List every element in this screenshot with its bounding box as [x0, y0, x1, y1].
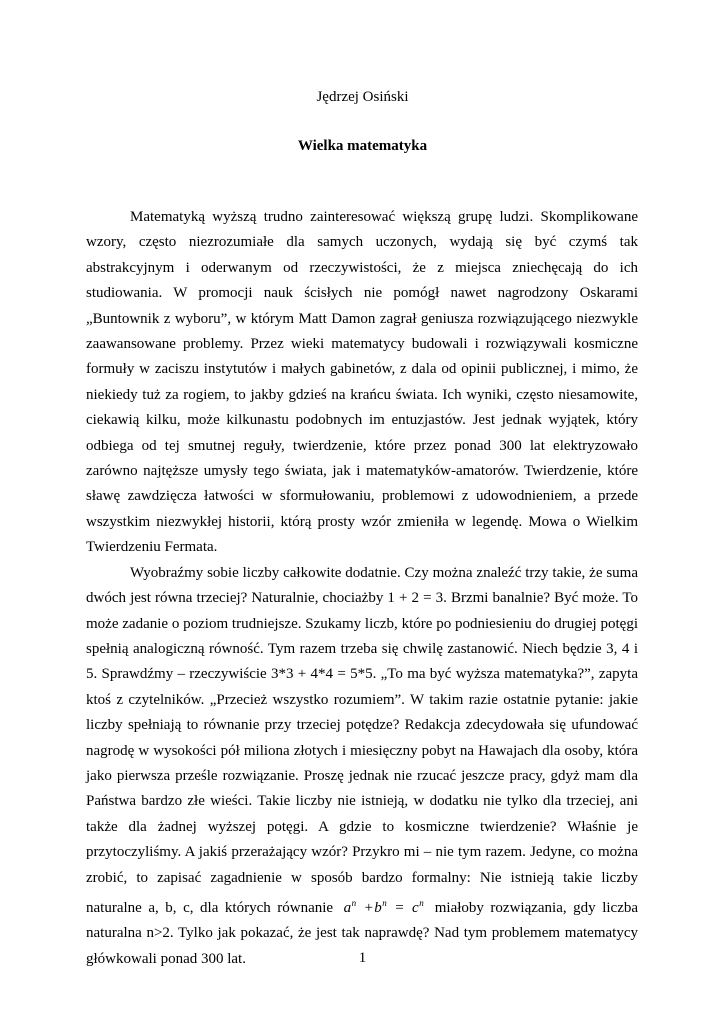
paragraph-1: Matematyką wyższą trudno zainteresować większą grupę ludzi. Skomplikowane wzory, często niezrozumiałe dla samych uczonych, wydają się być czymś tak abstrakcyjnym i oderwanym od rzeczywistości, że z miejsca zniechęcają do ich studiowania. W promocji nauk ścisłych nie pomógł nawet nagrodzony Oskarami „Buntownik z wyboru”, w którym Matt Damon zagrał geniusza rozwiązującego niezwykle zaawansowane problemy. Przez wieki matematycy budowali i rozwiązywali kosmiczne formuły w zaciszu instytutów i małych gabinetów, z dala od opinii publicznej, i mimo, że niekiedy tuż za rogiem, to jakby gdzieś na krańcu świata. Ich wyniki, często niesamowite, ciekawią kilku, może kilkunastu podobnych im entuzjastów. Jest jednak wyjątek, który odbiega od tej smutnej reguły, twierdzenie, które przez ponad 300 lat elektryzowało zarówno najtęższe umysły tego świata, jak i matematyków-amatorów. Twierdzenie, które sławę zawdzięcza łatwości w sformułowaniu, problemowi z udowodnieniem, a przede wszystkim niezwykłej historii, którą prosty wzór zmieniła w legendę. Mowa o Wielkim Twierdzeniu Fermata. — [86, 209, 638, 556]
paragraph-2 — [86, 561, 638, 973]
fermat-equation: $a^n +b^n = c^n$ — [343, 897, 425, 916]
paragraph-2-text-end: miałoby rozwiązania, gdy liczba naturalna n>2. Tylko jak pokazać, że jest tak naprawdę? Nad tym problemem matematycy główkowali ponad 300 lat. — [86, 899, 639, 967]
author-name: Jędrzej Osiński — [316, 89, 409, 105]
paragraph-2-text: Wyobraźmy sobie liczby całkowite dodatnie. Czy można znaleźć trzy takie, że suma dwóch jest równa trzeciej? Naturalnie, chociażby 1 + 2 = 3. Brzmi banalnie? Być może. To może zadanie o poziom trudniejsze. Szukamy liczb, które po podniesieniu do drugiej potęgi spełnią analogiczną równość. Tym razem trzeba się chwilę zastanowić. Niech będzie 3, 4 i 5. Sprawdźmy – rzeczywiście 3*3 + 4*4 = 5*5. „To ma być wyższa matematyka?”, zapyta ktoś z czytelników. „Przecież wszystko rozumiem”. W takim razie ostatnie pytanie: jakie liczby spełniają to równanie przy trzeciej potędze? Redakcja zdecydowała się ufundować nagrodę w wysokości pół miliona złotych i miesięczny pobyt na Hawajach dla osoby, która jako pierwsza prześle rozwiązanie. Proszę jednak nie rzucać jeszcze pracy, gdyż mam dla Państwa bardzo złe wieści. Takie liczby nie istnieją, w dodatku nie tylko dla trzeciej, ani także dla żadnej wyższej potęgi. A gdzie to kosmiczne twierdzenie? Właśnie je przytoczyliśmy. A jakiś przerażający wzór? Przykro mi – nie tym razem. Jedyne, co można zrobić, to zapisać zagadnienie w sposób bardzo formalny: Nie istnieją takie liczby naturalne a, b, c, dla których równanie — [86, 564, 638, 916]
article-title: Wielka matematyka — [297, 138, 428, 154]
article-body — [86, 205, 638, 972]
page-number: 1 — [358, 950, 367, 966]
